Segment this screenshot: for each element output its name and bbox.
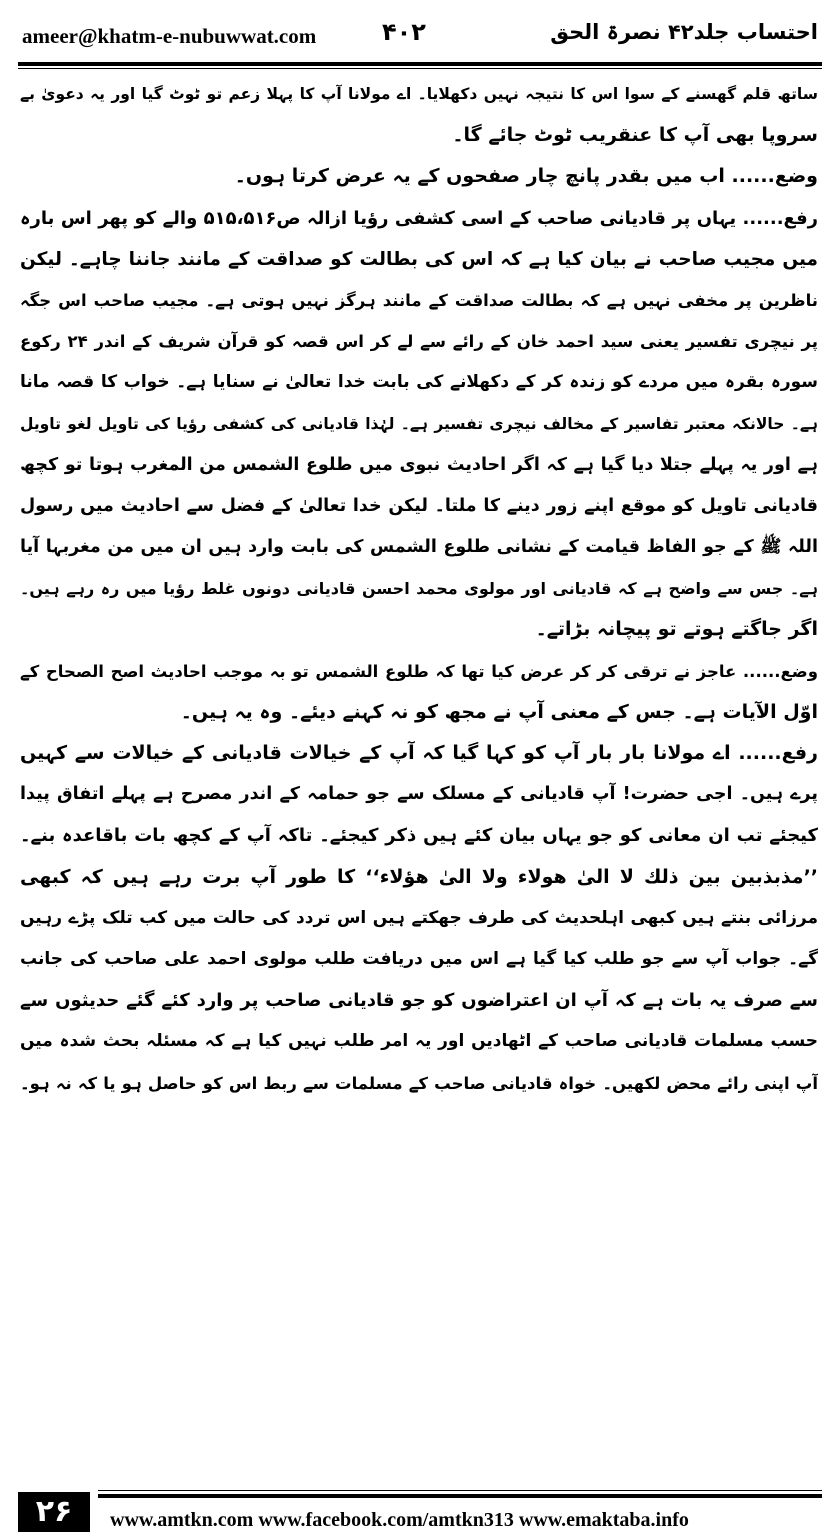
header-email: ameer@khatm-e-nubuwwat.com bbox=[22, 24, 317, 48]
body-line: کیجئے تب ان معانی کو جو یہاں بیان کئے ہیں ذکر کیجئے۔ تاکہ آپ کے کچھ بات باقاعدہ بنے۔ bbox=[20, 825, 818, 847]
footer-urls: www.amtkn.com www.facebook.com/amtkn313 www.emaktaba.info bbox=[110, 1509, 689, 1531]
header-rule-thick bbox=[18, 62, 822, 66]
page-footer bbox=[18, 1486, 822, 1532]
body-line: مرزائی بنتے ہیں کبھی اہلحدیث کی طرف جھکتے ہیں اس تردد کی حالت میں کب تلک پڑے رہیں bbox=[20, 907, 818, 928]
body-line: پرے ہیں۔ اجی حضرت! آپ قادیانی کے مسلک سے جو حمامہ کے اندر مصرح ہے پہلے اتفاق پیدا bbox=[20, 784, 818, 805]
body-line: حسب مسلمات قادیانی صاحب کے اٹھادیں اور یہ امر طلب نہیں کیا ہے کہ مسئلہ بحث شدہ میں bbox=[20, 1031, 818, 1052]
body-line: ہے۔ جس سے واضح ہے کہ قادیانی اور مولوی محمد احسن قادیانی دونوں غلط رؤیا میں رہ رہے ہیں۔ bbox=[20, 579, 818, 599]
body-line: اوّل الآیات ہے۔ جس کے معنی آپ نے مجھ کو نہ کہنے دیئے۔ وہ یہ ہیں۔ bbox=[180, 700, 818, 723]
footer-page-number: ۲۶ bbox=[18, 1492, 90, 1532]
body-line: گے۔ جواب آپ سے جو طلب کیا گیا ہے اس میں دریافت طلب مولوی احمد علی صاحب کی جانب bbox=[20, 948, 818, 969]
header-rule-thin bbox=[18, 68, 822, 69]
header-running-title: احتساب جلد۴۲ نصرۃ الحق bbox=[550, 20, 818, 44]
body-line: سروپا بھی آپ کا عنقریب ٹوٹ جائے گا۔ bbox=[452, 124, 818, 147]
header-page-number: ۴۰۲ bbox=[382, 18, 426, 46]
body-line: وضع...... عاجز نے ترقی کر کر عرض کیا تھا کہ طلوع الشمس تو بہ موجب احادیث اصح الصحاح کے bbox=[20, 661, 818, 681]
body-line: وضع...... اب میں بقدر پانچ چار صفحوں کے یہ عرض کرتا ہوں۔ bbox=[234, 165, 818, 188]
body-line: ہے۔ حالانکہ معتبر تفاسیر کے مخالف نیچری تفسیر ہے۔ لہٰذا قادیانی کی کشفی رؤیا کی تاویل لغو تاویل bbox=[20, 414, 818, 433]
body-line: سورہ بقرہ میں مردے کو زندہ کر کے دکھلانے کی بابت خدا تعالیٰ نے سنایا ہے۔ خواب کا قصہ مانا bbox=[20, 372, 818, 393]
body-line: پر نیچری تفسیر یعنی سید احمد خان کے رائے سے لے کر اس قصہ کو قرآن شریف کے اندر ۲۴ رکوع bbox=[20, 332, 818, 352]
body-line: ہے اور یہ پہلے جتلا دیا گیا ہے کہ اگر احادیث نبوی میں طلوع الشمس من المغرب ہوتا تو کچھ bbox=[20, 454, 818, 475]
page-header bbox=[22, 16, 818, 54]
body-line: رفع...... اے مولانا بار بار آپ کو کہا گیا کہ آپ کے خیالات قادیانی کے خیالات سے کہیں bbox=[20, 742, 818, 764]
body-line: آپ اپنی رائے محض لکھیں۔ خواہ قادیانی صاحب کے مسلمات سے ربط اس کو حاصل ہو یا کہ نہ ہو۔ bbox=[20, 1073, 818, 1093]
body-line: اللہ ﷺ کے جو الفاظ قیامت کے نشانی طلوع الشمس کی بابت وارد ہیں ان میں من مغربہا آیا bbox=[20, 537, 818, 558]
body-line: اگر جاگتے ہوتے تو پیچانہ بڑاتے۔ bbox=[535, 618, 818, 641]
footer-rule-thin bbox=[98, 1490, 822, 1491]
footer-rule-thick bbox=[98, 1494, 822, 1498]
body-text bbox=[20, 74, 818, 1474]
body-line: ناظرین پر مخفی نہیں ہے کہ بطالت صداقت کے مانند ہرگز نہیں ہوتی ہے۔ مجیب صاحب اس جگہ bbox=[20, 290, 818, 310]
body-line: ’’مذبذبین بین ذلك لا الیٰ ھولاء ولا الیٰ ھؤلاء‘‘ کا طور آپ برت رہے ہیں کہ کبھی bbox=[20, 865, 818, 888]
body-line: رفع...... یہاں پر قادیانی صاحب کے اسی کشفی رؤیا ازالہ ص۵۱۵،۵۱۶ والے کو پھر اس بارہ bbox=[20, 207, 818, 229]
body-line: سے صرف یہ بات ہے کہ آپ ان اعتراضوں کو جو قادیانی صاحب پر وارد کئے گئے حدیثوں سے bbox=[20, 990, 818, 1012]
body-line: میں مجیب صاحب نے بیان کیا ہے کہ اس کی بطالت کو صداقت کے مانند جاننا چاہے۔ لیکن bbox=[20, 248, 818, 270]
body-line: قادیانی تاویل کو موقع اپنے زور دینے کا ملتا۔ لیکن خدا تعالیٰ کے فضل سے احادیث میں رسول bbox=[20, 495, 818, 516]
body-line: ساتھ قلم گھسنے کے سوا اس کا نتیجہ نہیں دکھلایا۔ اے مولانا آپ کا پہلا زعم تو ٹوٹ گیا اور یہ دعویٰ بے bbox=[20, 85, 818, 103]
